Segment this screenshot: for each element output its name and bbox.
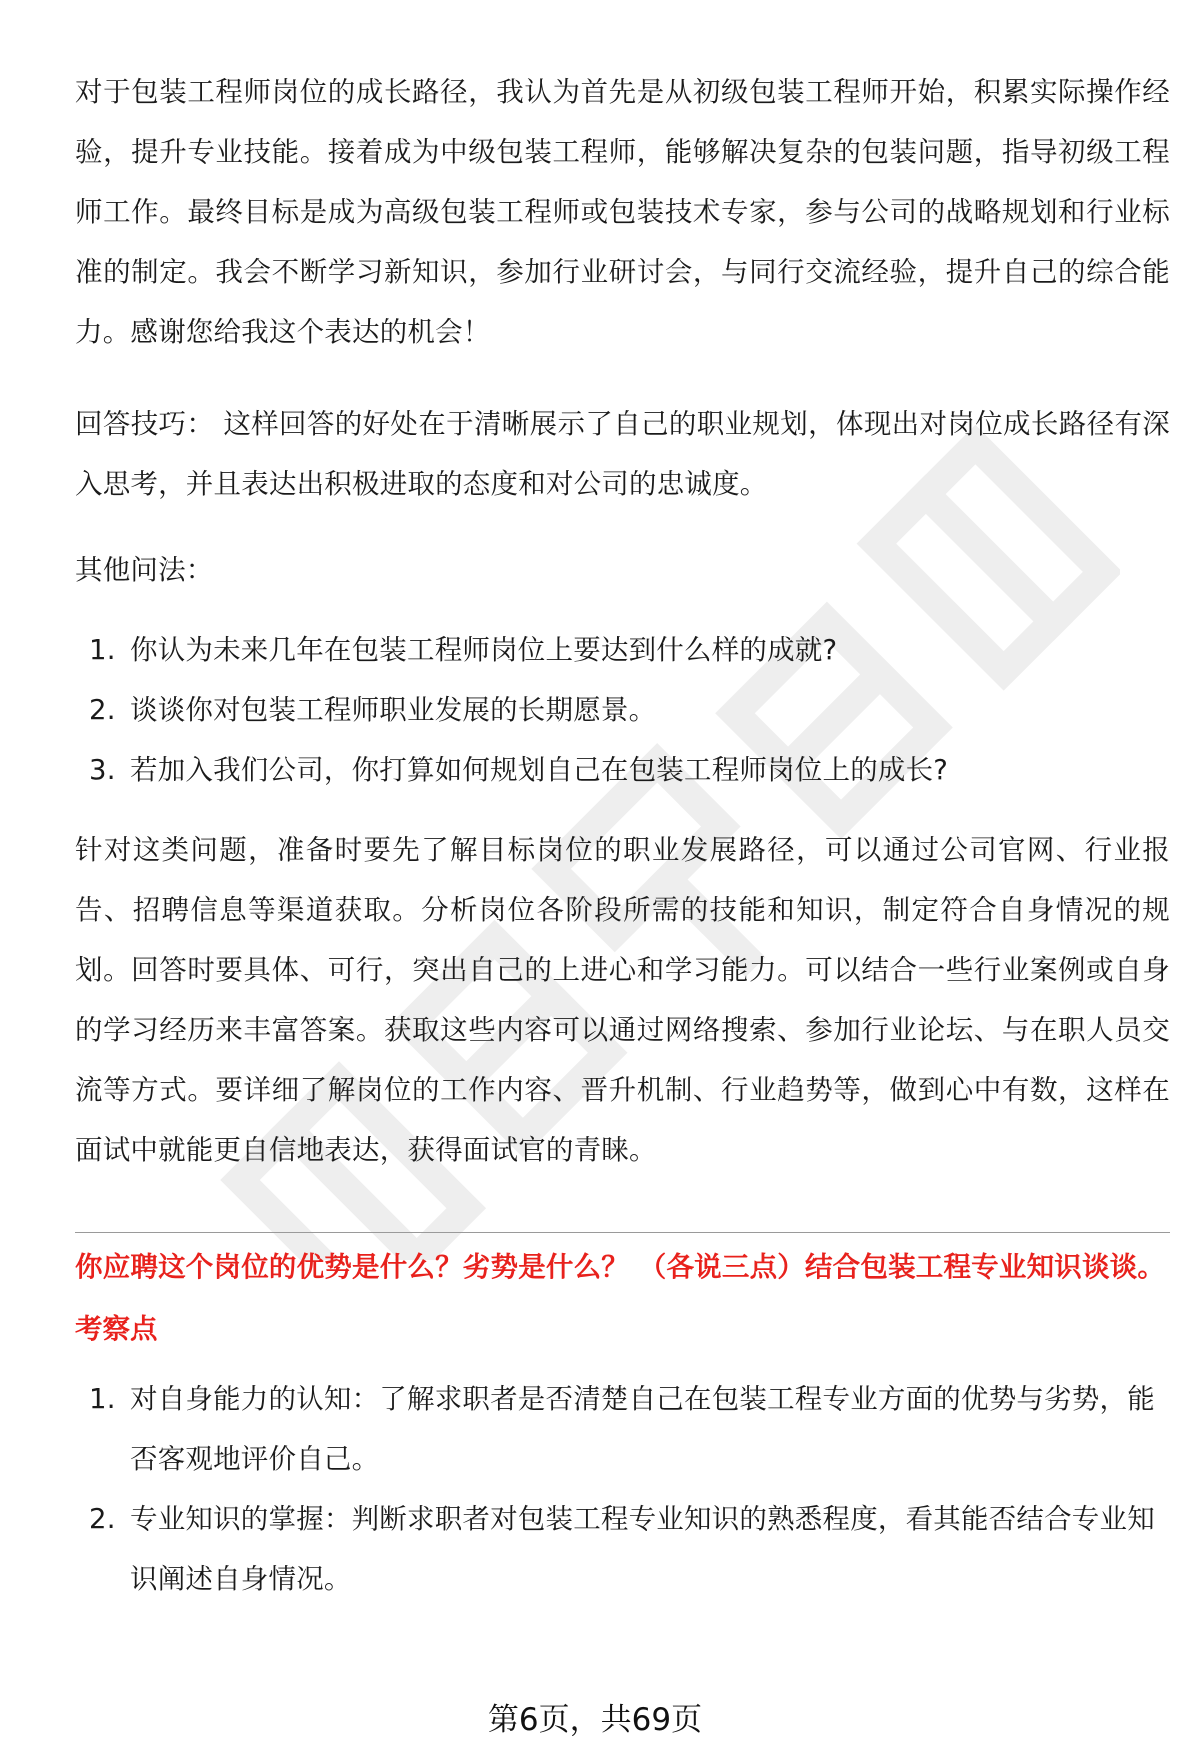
list-item-number: 2.	[89, 1503, 116, 1535]
document-page	[75, 62, 1170, 1609]
list-item-text: 你认为未来几年在包装工程师岗位上要达到什么样的成就?	[130, 634, 838, 666]
list-item	[75, 680, 1170, 740]
paragraph-preparation-advice: 针对这类问题，准备时要先了解目标岗位的职业发展路径，可以通过公司官网、行业报告、招聘信息等渠道获取。分析岗位各阶段所需的技能和知识，制定符合自身情况的规划。回答时要具体、可行，突出自己的上进心和学习能力。可以结合一些行业案例或自身的学习经历来丰富答案。获取这些内容可以通过网络搜索、参加行业论坛、与在职人员交流等方式。要详细了解岗位的工作内容、晋升机制、行业趋势等，做到心中有数，这样在面试中就能更自信地表达，获得面试官的青睐。	[75, 834, 1170, 1166]
list-item-text: 对自身能力的认知：了解求职者是否清楚自己在包装工程专业方面的优势与劣势，能否客观地评价自己。	[130, 1383, 1155, 1475]
list-item	[75, 620, 1170, 680]
list-item-text: 专业知识的掌握：判断求职者对包装工程专业知识的熟悉程度，看其能否结合专业知识阐述自身情况。	[130, 1503, 1155, 1595]
list-item	[75, 740, 1170, 800]
list-item-number: 2.	[89, 694, 116, 726]
list-item-number: 3.	[89, 754, 116, 786]
list-item	[75, 1369, 1170, 1489]
list-item-number: 1.	[89, 1383, 116, 1415]
section-divider	[75, 1232, 1170, 1233]
list-item-number: 1.	[89, 634, 116, 666]
paragraph-answer-tips: 回答技巧： 这样回答的好处在于清晰展示了自己的职业规划，体现出对岗位成长路径有深入思考，并且表达出积极进取的态度和对公司的忠诚度。	[75, 408, 1170, 500]
assessment-points-list	[75, 1369, 1170, 1609]
paragraph-growth-path: 对于包装工程师岗位的成长路径，我认为首先是从初级包装工程师开始，积累实际操作经验，提升专业技能。接着成为中级包装工程师，能够解决复杂的包装问题，指导初级工程师工作。最终目标是成为高级包装工程师或包装技术专家，参与公司的战略规划和行业标准的制定。我会不断学习新知识，参加行业研讨会，与同行交流经验，提升自己的综合能力。感谢您给我这个表达的机会！	[75, 76, 1170, 348]
section-label-assessment-points: 考察点	[75, 1313, 158, 1345]
other-questions-list	[75, 620, 1170, 800]
question-heading: 你应聘这个岗位的优势是什么？劣势是什么？ （各说三点）结合包装工程专业知识谈谈。	[75, 1251, 1166, 1283]
paragraph-other-questions-label: 其他问法：	[75, 554, 214, 586]
page-number-footer: 第6页，共69页	[487, 1702, 703, 1738]
list-item	[75, 1489, 1170, 1609]
list-item-text: 谈谈你对包装工程师职业发展的长期愿景。	[130, 694, 657, 726]
list-item-text: 若加入我们公司，你打算如何规划自己在包装工程师岗位上的成长?	[130, 754, 949, 786]
